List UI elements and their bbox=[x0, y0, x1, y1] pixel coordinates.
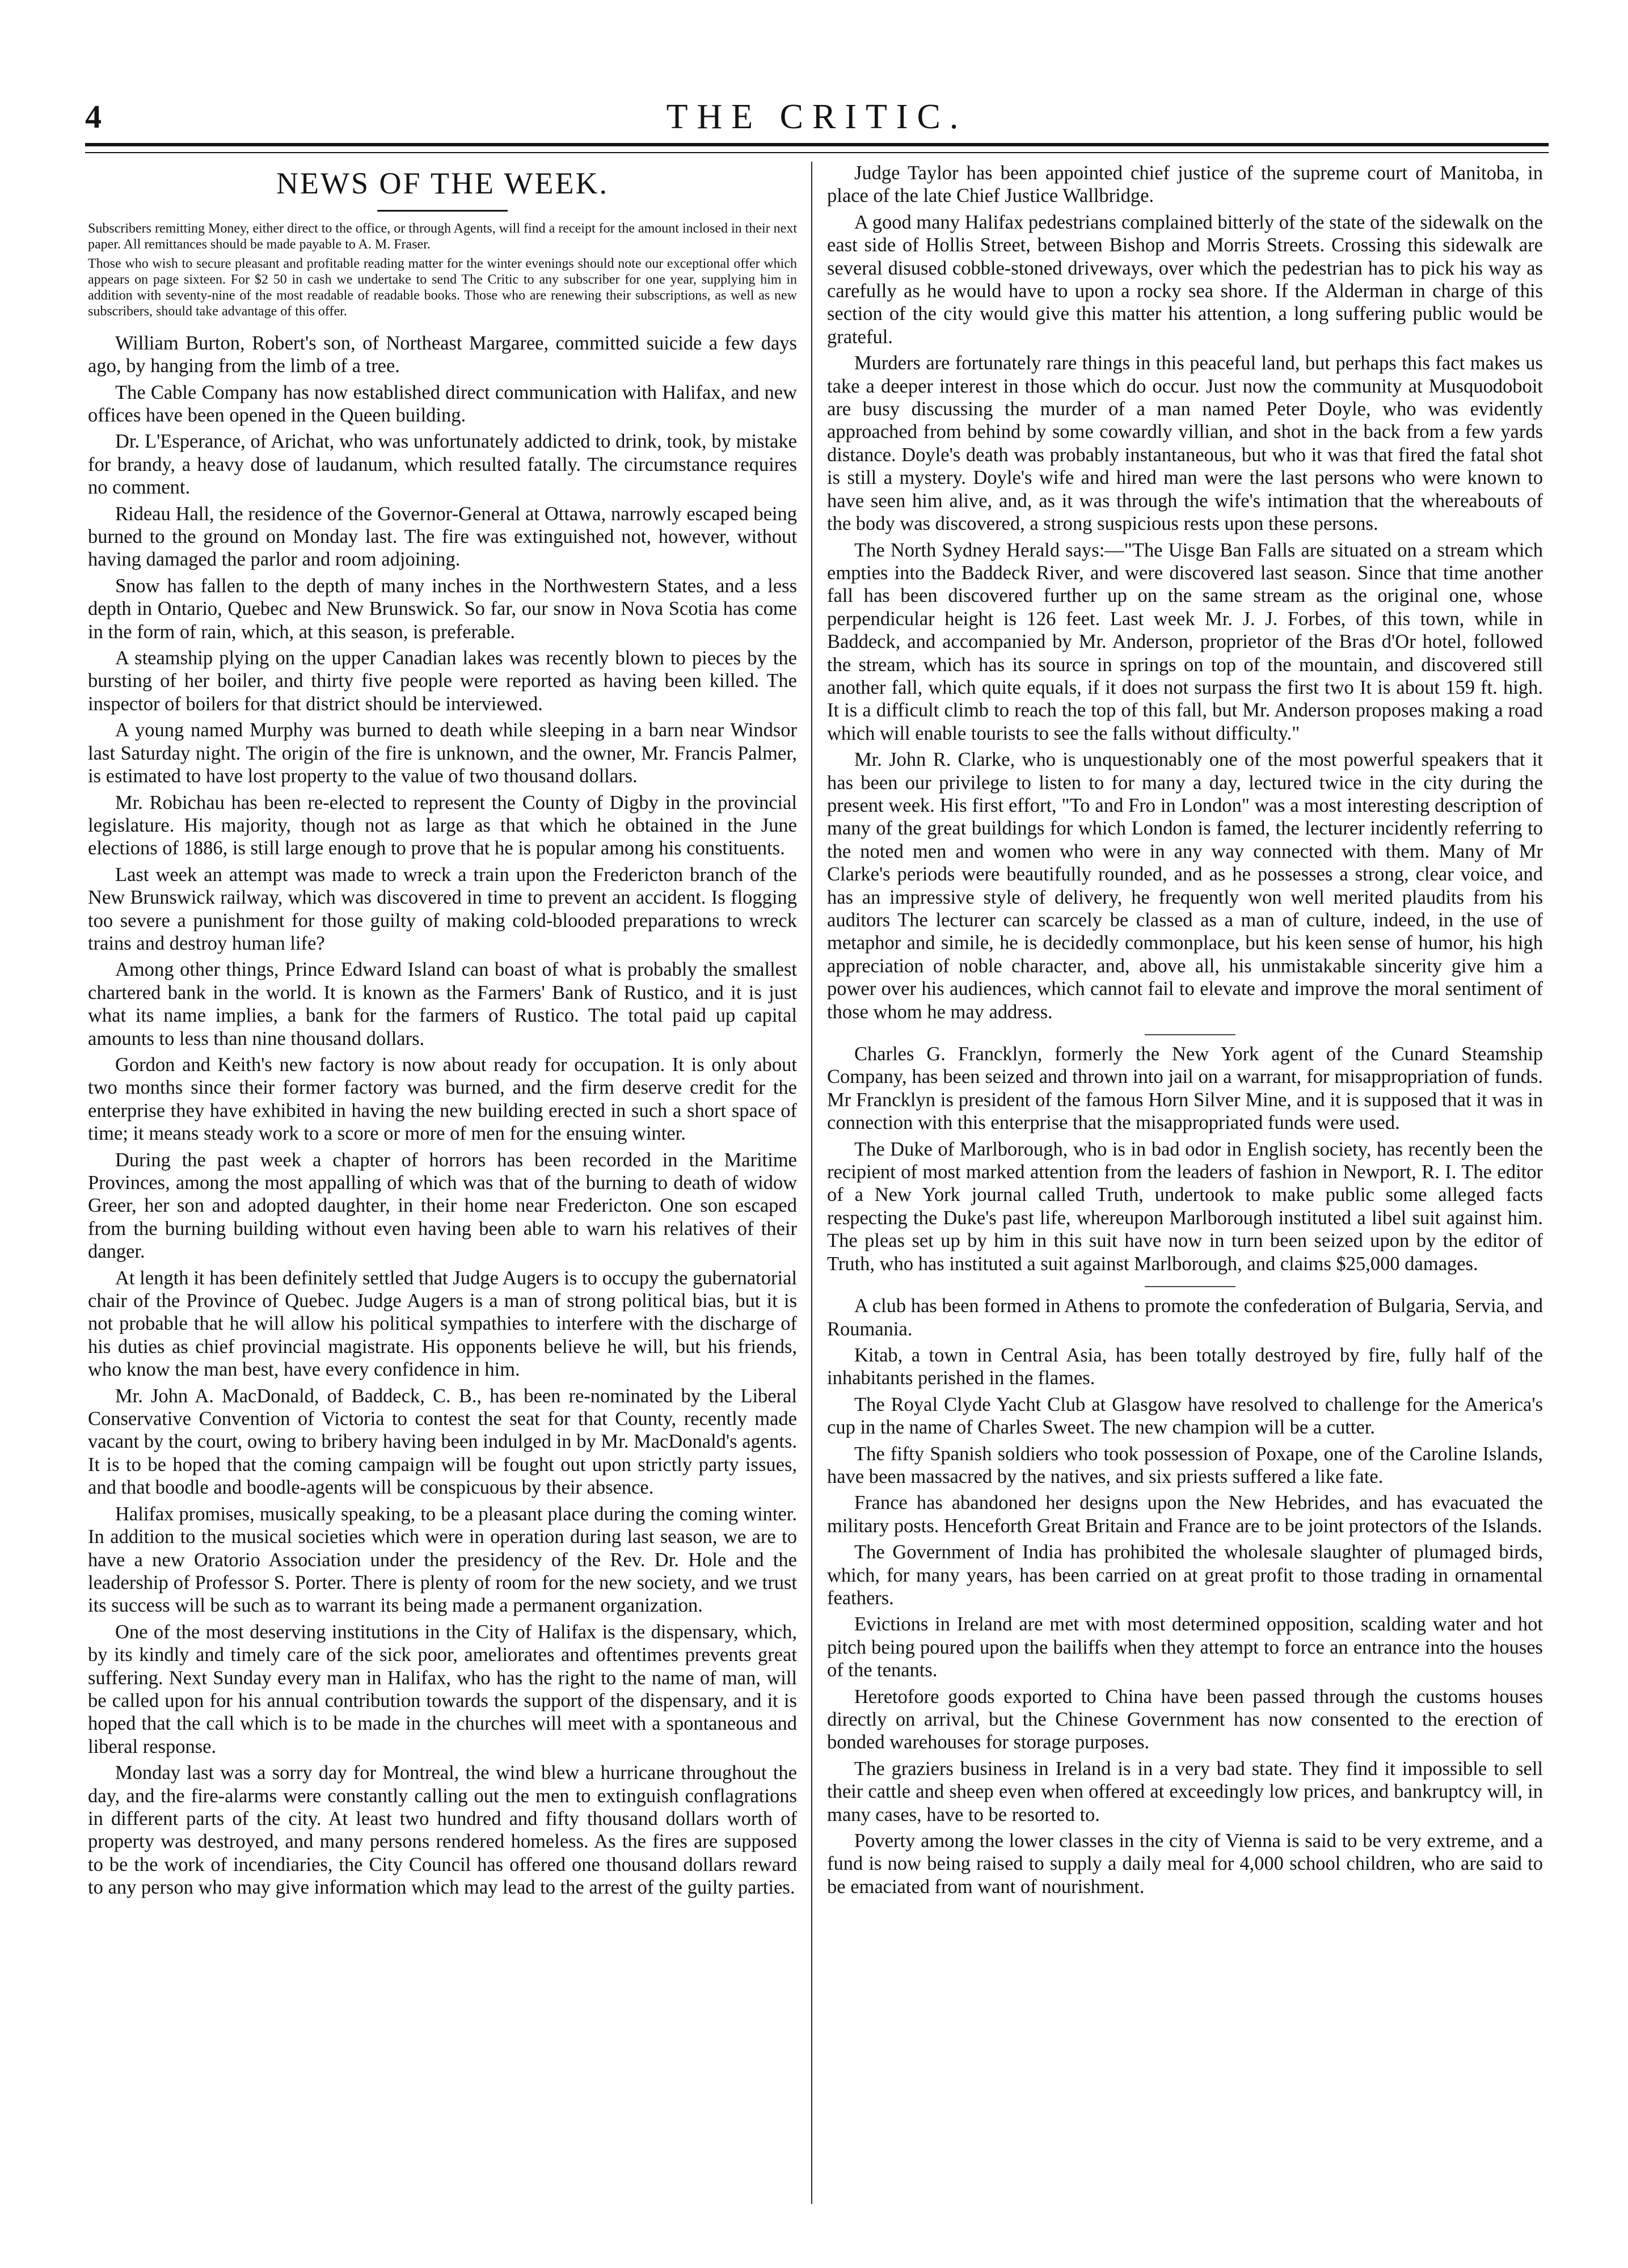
column-divider bbox=[811, 162, 812, 2204]
news-item: Mr. Robichau has been re-elected to represent the County of Digby in the provincial legislature. His majority, though not as large as that which he obtained in the June elections of 1886, is still large enough to prove that he is popular among his constituents. bbox=[88, 791, 797, 859]
news-item: Judge Taylor has been appointed chief justice of the supreme court of Manitoba, in place of the late Chief Justice Wallbridge. bbox=[827, 162, 1543, 207]
notice-remittance: Subscribers remitting Money, either direct to the office, or through Agents, will find a receipt for the amount inclosed in their next paper. All remittances should be made payable to A. M. Fraser. bbox=[88, 221, 797, 252]
section-separator bbox=[827, 1027, 1543, 1043]
news-item: During the past week a chapter of horrors has been recorded in the Maritime Provinces, among the most appalling of which was that of the burning to death of widow Greer, her son and adopted daughter, in their home near Fredericton. One son escaped from the burning building without even having been able to warn his relatives of their danger. bbox=[88, 1149, 797, 1263]
news-item: Evictions in Ireland are met with most determined opposition, scalding water and hot pitch being poured upon the bailiffs when they attempt to force an entrance into the houses of the tenants. bbox=[827, 1613, 1543, 1681]
news-item: The Cable Company has now established direct communication with Halifax, and new offices have been opened in the Queen building. bbox=[88, 381, 797, 427]
left-column bbox=[88, 162, 797, 2210]
section-separator bbox=[827, 1279, 1543, 1295]
header-rule-thin bbox=[85, 152, 1549, 153]
news-item: At length it has been definitely settled that Judge Augers is to occupy the gubernatorial chair of the Province of Quebec. Judge Augers is a man of strong political bias, but it is not probable that he will allow his political sympathies to interfere with the discharge of his duties as chief provincial magistrate. His opponents believe he will, but his friends, who know the man best, have every confidence in him. bbox=[88, 1267, 797, 1381]
news-item: The North Sydney Herald says:—"The Uisge Ban Falls are situated on a stream which empties into the Baddeck River, and were discovered last season. Since that time another fall has been discovered further up on the same stream as the original one, whose perpendicular height is 126 feet. Last week Mr. J. J. Forbes, of this town, while in Baddeck, and accompanied by Mr. Anderson, proprietor of the Bras d'Or hotel, followed the stream, which has its source in springs on top of the mountain, and discovered still another fall, which quite equals, if it does not surpass the first two It is about 159 ft. high. It is a difficult climb to reach the top of this fall, but Mr. Anderson proposes making a road which will enable tourists to see the falls without difficulty." bbox=[827, 539, 1543, 744]
news-item: A young named Murphy was burned to death while sleeping in a barn near Windsor last Saturday night. The origin of the fire is unknown, and the owner, Mr. Francis Palmer, is estimated to have lost property to the value of two thousand dollars. bbox=[88, 719, 797, 787]
news-item: Poverty among the lower classes in the city of Vienna is said to be very extreme, and a fund is now being raised to supply a daily meal for 4,000 school children, who are said to be emaciated from want of nourishment. bbox=[827, 1830, 1543, 1898]
news-item: Mr. John A. MacDonald, of Baddeck, C. B., has been re-nominated by the Liberal Conservative Convention of Victoria to contest the seat for that County, recently made vacant by the court, owing to bribery having been indulged in by Mr. MacDonald's agents. It is to be hoped that the coming campaign will be fought out upon strictly party issues, and that boodle and boodle-agents will be conspicuous by their absence. bbox=[88, 1385, 797, 1499]
notice-winter-offer: Those who wish to secure pleasant and profitable reading matter for the winter evenings should note our exceptional offer which appears on page sixteen. For $2 50 in cash we undertake to send The Critic to any subscriber for one year, supplying him in addition with seventy-nine of the most readable of readable books. Those who are renewing their subscriptions, as well as new subscribers, should take advantage of this offer. bbox=[88, 256, 797, 319]
news-item: France has abandoned her designs upon the New Hebrides, and has evacuated the military posts. Henceforth Great Britain and France are to be joint protectors of the Islands. bbox=[827, 1492, 1543, 1537]
news-item: The fifty Spanish soldiers who took possession of Poxape, one of the Caroline Islands, have been massacred by the natives, and six priests suffered a like fate. bbox=[827, 1443, 1543, 1487]
page-number: 4 bbox=[85, 98, 102, 135]
header-rule-thick bbox=[85, 143, 1549, 146]
news-item: Kitab, a town in Central Asia, has been totally destroyed by fire, fully half of the inhabitants perished in the flames. bbox=[827, 1344, 1543, 1389]
right-column bbox=[827, 162, 1543, 2210]
news-item: Among other things, Prince Edward Island can boast of what is probably the smallest chartered bank in the world. It is known as the Farmers' Bank of Rustico, and it is just what its name implies, a bank for the farmers of Rustico. The total paid up capital amounts to less than nine thousand dollars. bbox=[88, 959, 797, 1049]
subscriber-notices bbox=[88, 221, 797, 319]
news-item: Rideau Hall, the residence of the Governor-General at Ottawa, narrowly escaped being burned to the ground on Monday last. The fire was extinguished not, however, without having damaged the parlor and room adjoining. bbox=[88, 503, 797, 571]
section-title: NEWS OF THE WEEK. bbox=[276, 166, 609, 200]
news-item: One of the most deserving institutions in the City of Halifax is the dispensary, which, by its kindly and timely care of the sick poor, ameliorates and oftentimes prevents great suffering. Next Sunday every man in Halifax, who has the right to the name of man, will be called upon for his annual contribution towards the support of the dispensary, and it is hoped that the call which is to be made in the churches will meet with a spontaneous and liberal response. bbox=[88, 1621, 797, 1757]
news-item: Dr. L'Esperance, of Arichat, who was unfortunately addicted to drink, took, by mistake for brandy, a heavy dose of laudanum, which resulted fatally. The circumstance requires no comment. bbox=[88, 431, 797, 499]
news-item: The Duke of Marlborough, who is in bad odor in English society, has recently been the recipient of most marked attention from the leaders of fashion in Newport, R. I. The editor of a New York journal called Truth, undertook to make public some alleged facts respecting the Duke's past life, whereupon Marlborough instituted a libel suit against him. The pleas set up by him in this suit have now in turn been seized upon by the editor of Truth, who has instituted a suit against Marlborough, and claims $25,000 damages. bbox=[827, 1138, 1543, 1275]
news-item: Snow has fallen to the depth of many inches in the Northwestern States, and a less depth in Ontario, Quebec and New Brunswick. So far, our snow in Nova Scotia has come in the form of rain, which, at this season, is preferable. bbox=[88, 575, 797, 643]
news-item: Murders are fortunately rare things in this peaceful land, but perhaps this fact makes us take a deeper interest in those which do occur. Just now the community at Musquodoboit are busy discussing the murder of a man named Peter Doyle, who was evidently approached from behind by some cowardly villian, and shot in the back from a few yards distance. Doyle's death was probably instantaneous, but who it was that fired the fatal shot is still a mystery. Doyle's wife and hired man were the last persons who were known to have seen him alive, and, as it was through the wife's intimation that the whereabouts of the body was discovered, a strong suspicious rests upon these persons. bbox=[827, 352, 1543, 535]
page-header bbox=[85, 96, 1549, 137]
news-item: Last week an attempt was made to wreck a train upon the Fredericton branch of the New Brunswick railway, which was discovered in time to prevent an accident. Is flogging too severe a punishment for those guilty of making cold-blooded preparations to wreck trains and destroy human life? bbox=[88, 863, 797, 954]
title-rule bbox=[377, 210, 508, 212]
news-item: Halifax promises, musically speaking, to be a pleasant place during the coming winter. In addition to the musical societies which were in operation during last season, we are to have a new Oratorio Association under the presidency of the Rev. Dr. Hole and the leadership of Professor S. Porter. There is plenty of room for the new society, and we trust its success will be such as to warrant its being made a permanent organization. bbox=[88, 1503, 797, 1617]
news-item: Mr. John R. Clarke, who is unquestionably one of the most powerful speakers that it has been our privilege to listen to for many a day, lectured twice in the city during the present week. His first effort, "To and Fro in London" was a most interesting description of many of the great buildings for which London is famed, the lecturer incidently referring to the noted men and women who were in any way connected with them. Many of Mr Clarke's periods were beautifully rounded, and as he possesses a strong, clear voice, and has an impressive style of delivery, he frequently won well merited plaudits from his auditors The lecturer can scarcely be classed as a man of culture, indeed, in the use of metaphor and simile, he is decidedly commonplace, but his keen sense of humor, his high appreciation of noble character, and, above all, his unmistakable sincerity give him a power over his audiences, which cannot fail to elevate and improve the moral sentiment of those whom he may address. bbox=[827, 749, 1543, 1023]
masthead-title: THE CRITIC. bbox=[666, 98, 968, 136]
news-item: The Royal Clyde Yacht Club at Glasgow have resolved to challenge for the America's cup in the name of Charles Sweet. The new champion will be a cutter. bbox=[827, 1393, 1543, 1439]
news-item: The graziers business in Ireland is in a very bad state. They find it impossible to sell their cattle and sheep even when offered at exceedingly low prices, and bankruptcy will, in many cases, have to be resorted to. bbox=[827, 1757, 1543, 1826]
news-item: William Burton, Robert's son, of Northeast Margaree, committed suicide a few days ago, by hanging from the limb of a tree. bbox=[88, 332, 797, 377]
news-item: A good many Halifax pedestrians complained bitterly of the state of the sidewalk on the east side of Hollis Street, between Bishop and Morris Streets. Crossing this sidewalk are several disused cobble-stoned driveways, over which the pedestrian has to pick his way as carefully as he would have to upon a rocky sea shore. If the Alderman in charge of this section of the city would give this matter his attention, a long suffering public would be grateful. bbox=[827, 211, 1543, 348]
news-item: A club has been formed in Athens to promote the confederation of Bulgaria, Servia, and Roumania. bbox=[827, 1295, 1543, 1340]
news-item: Charles G. Francklyn, formerly the New York agent of the Cunard Steamship Company, has been seized and thrown into jail on a warrant, for misappropriation of funds. Mr Francklyn is president of the famous Horn Silver Mine, and it is supposed that it was in connection with this enterprise that the misappropriated funds were used. bbox=[827, 1043, 1543, 1134]
news-item: Heretofore goods exported to China have been passed through the customs houses directly on arrival, but the Chinese Government has now consented to the erection of bonded warehouses for storage purposes. bbox=[827, 1685, 1543, 1753]
news-item: Monday last was a sorry day for Montreal, the wind blew a hurricane throughout the day, and the fire-alarms were constantly calling out the men to extinguish conflagrations in different parts of the city. At least two hundred and fifty thousand dollars worth of property was destroyed, and many persons rendered homeless. As the fires are supposed to be the work of incendiaries, the City Council has offered one thousand dollars reward to any person who may give information which may lead to the arrest of the guilty parties. bbox=[88, 1762, 797, 1899]
news-item: A steamship plying on the upper Canadian lakes was recently blown to pieces by the bursting of her boiler, and thirty five people were reported as having been killed. The inspector of boilers for that district should be interviewed. bbox=[88, 647, 797, 715]
news-item: The Government of India has prohibited the wholesale slaughter of plumaged birds, which, for many years, has been carried on at great profit to those trading in ornamental feathers. bbox=[827, 1541, 1543, 1609]
news-item: Gordon and Keith's new factory is now about ready for occupation. It is only about two months since their former factory was burned, and the firm deserve credit for the enterprise they have exhibited in having the new building erected in such a short space of time; it means steady work to a score or more of men for the ensuing winter. bbox=[88, 1053, 797, 1145]
